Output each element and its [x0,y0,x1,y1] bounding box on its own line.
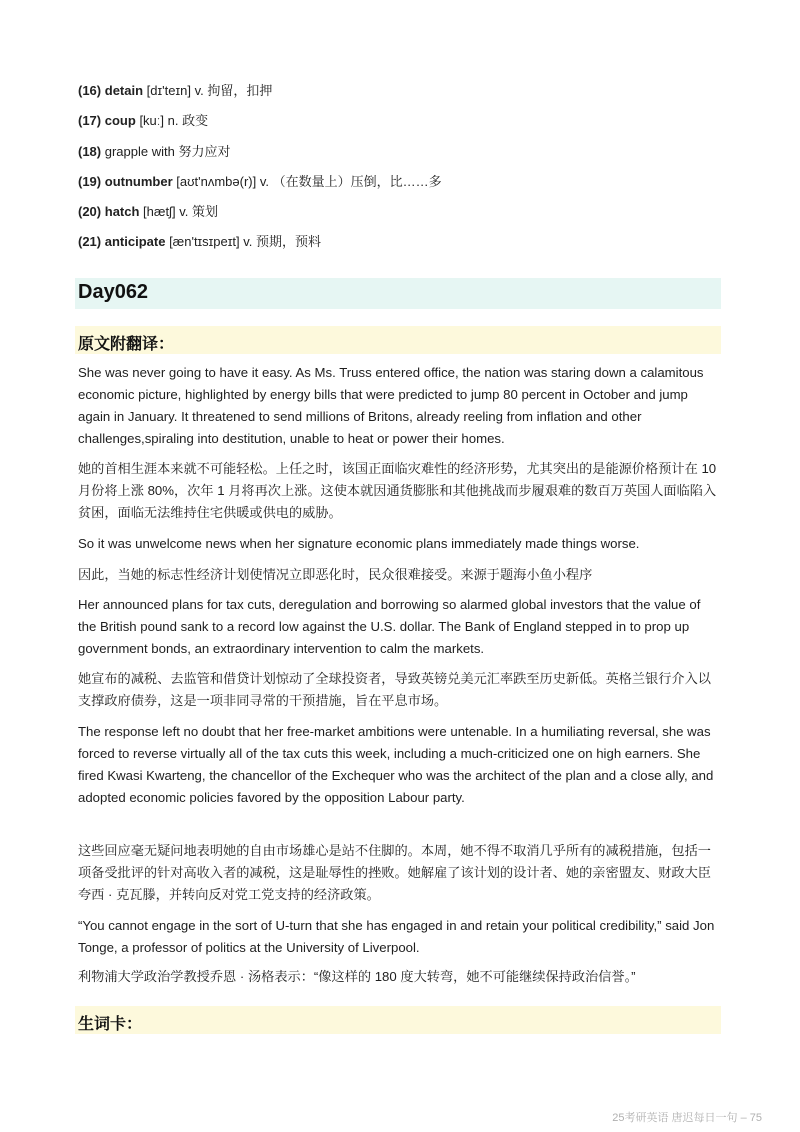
paragraph-en-4: The response left no doubt that her free-market ambitions were untenable. In a humiliating reversal, she was forced to reverse virtually all of the tax cuts this week, including a much-criticized one on high earners. She fired Kwasi Kwarteng, the chancellor of the Exchequer who was the architect of the plan and a close ally, and adopted economic policies favored by the opposition Labour party. [78,724,714,805]
vocab-number: (21) [78,234,102,249]
vocab-definition: n. 政变 [167,113,209,128]
vocab-word: hatch [104,204,140,219]
vocab-word: detain [104,83,144,98]
paragraph-zh-2: 因此，当她的标志性经济计划使情况立即恶化时，民众很难接受。来源于题海小鱼小程序 [78,567,593,582]
section-heading-original [75,326,721,354]
vocab-number: (19) [78,174,102,189]
paragraph-en-1: She was never going to have it easy. As Ms. Truss entered office, the nation was staring down a calamitous economic picture, highlighted by energy bills that were predicted to jump 80 percent in October and jump again in January. It threatened to send millions of Britons, already reeling from inflation and other challenges,spiraling into destitution, unable to heat or power their homes. [78,365,704,446]
paragraph-en-2: So it was unwelcome news when her signature economic plans immediately made things worse. [78,536,640,551]
vocab-number: (18) [78,144,102,159]
vocab-word: grapple with [104,144,175,159]
paragraph-zh-5: 利物浦大学政治学教授乔恩 · 汤格表示：“像这样的 180 度大转弯，她不可能继续保持政治信誉。” [78,969,636,984]
vocab-word: anticipate [104,234,166,249]
paragraph-zh-3: 她宣布的减税、去监管和借贷计划惊动了全球投资者，导致英镑兑美元汇率跌至历史新低。英格兰银行介入以支撑政府债券，这是一项非同寻常的干预措施，旨在平息市场。 [78,671,711,708]
paragraph-zh-1: 她的首相生涯本来就不可能轻松。上任之时，该国正面临灾难性的经济形势，尤其突出的是能源价格预计在 10 月份将上涨 80%，次年 1 月将再次上涨。这使本就因通货膨胀和其他挑战而步履艰难的数百万英国人面临陷入贫困，面临无法维持住宅供暖或供电的威胁。 [78,461,717,520]
vocab-definition: v. 策划 [179,204,218,219]
vocab-item-21 [78,233,321,251]
vocab-word: outnumber [104,174,173,189]
paragraph-en-5: “You cannot engage in the sort of U-turn that she has engaged in and retain your political credibility,” said Jon Tonge, a professor of politics at the University of Liverpool. [78,918,715,955]
paragraph-zh-4: 这些回应毫无疑问地表明她的自由市场雄心是站不住脚的。本周，她不得不取消几乎所有的减税措施，包括一项备受批评的针对高收入者的减税，这是耻辱性的挫败。她解雇了该计划的设计者、她的亲密盟友、财政大臣夸西 · 克瓦滕，并转向反对党工党支持的经济政策。 [78,843,711,902]
paragraph-en-3: Her announced plans for tax cuts, deregulation and borrowing so alarmed global investors that the value of the British pound sank to a record low against the U.S. dollar. The Bank of England stepped in to prop up government bonds, an extraordinary intervention to calm the markets. [78,597,701,656]
vocab-definition: v. 预期，预料 [243,234,322,249]
vocab-word: coup [104,113,136,128]
page-footer: 25考研英语 唐迟每日一句 – 75 [612,1112,762,1124]
vocab-definition: v. （在数量上）压倒，比……多 [259,174,442,189]
vocab-item-19 [78,173,442,191]
vocab-phonetic: [aʊt'nʌmbə(r)] [176,174,257,189]
vocab-phonetic: [kuː] [139,113,165,128]
vocab-item-17 [78,112,208,130]
vocab-phonetic: [hætʃ] [143,204,176,219]
day-banner [75,278,721,309]
vocab-definition: 努力应对 [178,144,231,159]
section-title: 原文附翻译： [78,336,175,353]
vocab-number: (16) [78,83,102,98]
vocab-phonetic: [dɪ'teɪn] [146,83,191,98]
vocab-definition: v. 拘留，扣押 [194,83,273,98]
section-title: 生词卡： [78,1016,143,1033]
day-title: Day062 [78,281,149,303]
vocab-number: (20) [78,204,102,219]
section-heading-vocab-card [75,1006,721,1034]
vocab-phonetic: [æn'tɪsɪpeɪt] [169,234,240,249]
vocab-item-18 [78,143,231,161]
vocab-item-20 [78,203,218,221]
vocab-number: (17) [78,113,102,128]
vocab-item-16 [78,82,272,100]
